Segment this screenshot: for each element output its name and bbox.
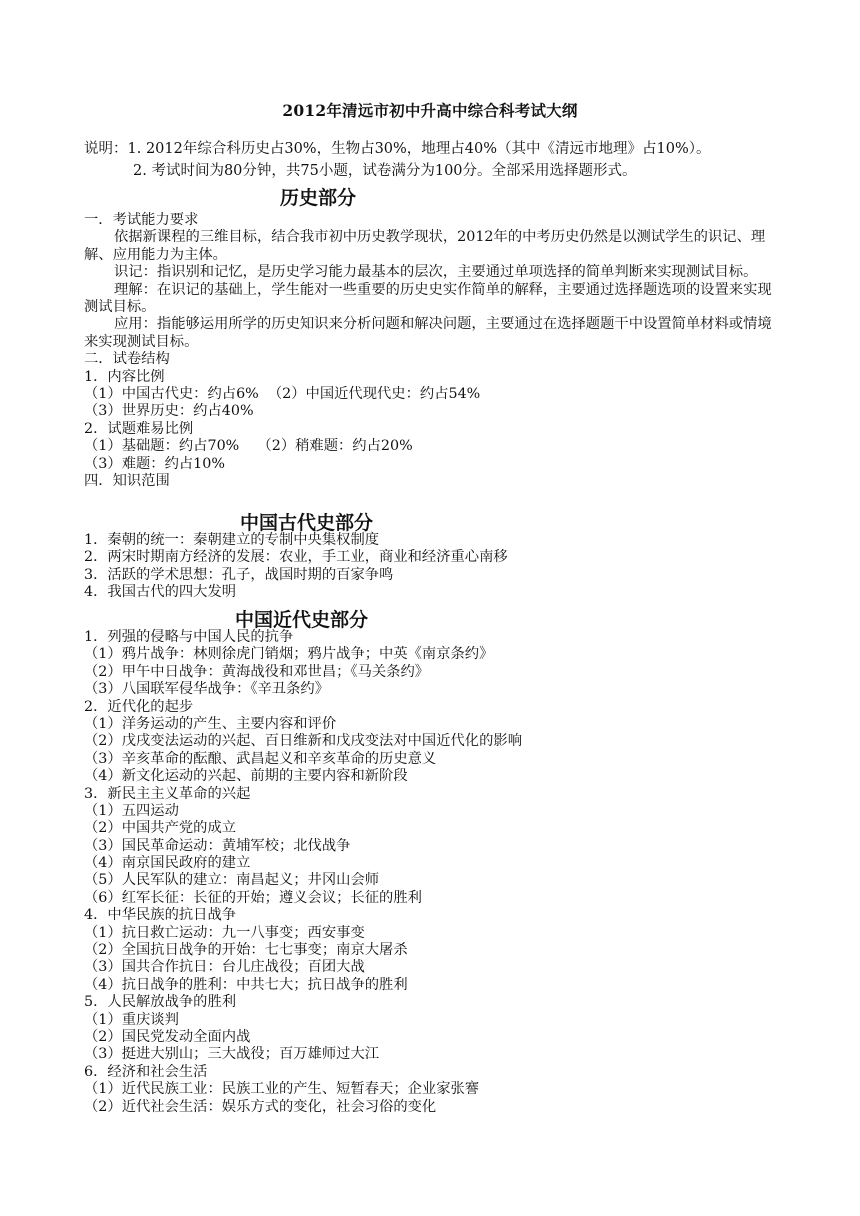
list-item: （1）鸦片战争：林则徐虎门销烟；鸦片战争；中英《南京条约》 (84, 646, 494, 663)
list-item: （2）近代社会生活：娱乐方式的变化，社会习俗的变化 (84, 1098, 437, 1115)
ancient-list (84, 532, 784, 602)
section-heading-history: 历史部分 (280, 187, 357, 209)
list-item: 5．人民解放战争的胜利 (84, 994, 237, 1011)
list-item: （1）洋务运动的产生、主要内容和评价 (84, 715, 337, 732)
list-item: （1）五四运动 (84, 802, 179, 819)
list-item: （5）人民军队的建立：南昌起义；井冈山会师 (84, 872, 380, 889)
list-item: （3）八国联军侵华战争：《辛丑条约》 (84, 681, 329, 698)
paragraph-apply: 应用：指能够运用所学的历史知识来分析问题和解决问题，主要通过在选择题题干中设置简单材料或情境来实现测试目标。 (84, 316, 772, 350)
document-title: 2012年清远市初中升高中综合科考试大纲 (282, 101, 578, 120)
list-item: （3）辛亥革命的酝酿、武昌起义和辛亥革命的历史意义 (84, 750, 437, 767)
note-line-2: 2. 考试时间为80分钟，共75小题，试卷满分为100分。全部采用选择题形式。 (133, 163, 637, 179)
part1-body (84, 212, 784, 490)
list-item: （4）抗日战争的胜利：中共七大；抗日战争的胜利 (84, 976, 408, 993)
list-item: （3）挺进大别山；三大战役；百万雄师过大江 (84, 1046, 380, 1063)
note-line-1: 说明：1. 2012年综合科历史占30%，生物占30%，地理占40%（其中《清远市地理》占10%）。 (84, 141, 711, 157)
heading-paper-structure: 二．试卷结构 (84, 351, 170, 368)
list-item: 4．我国古代的四大发明 (84, 584, 237, 601)
list-item: （2）国民党发动全面内战 (84, 1028, 251, 1045)
list-item: （3）难题：约占10% (84, 455, 225, 472)
list-item: 3．活跃的学术思想：孔子，战国时期的百家争鸣 (84, 566, 394, 583)
list-item: （1）重庆谈判 (84, 1011, 179, 1028)
list-item: （3）国民革命运动：黄埔军校；北伐战争 (84, 837, 351, 854)
list-item: 1．列强的侵略与中国人民的抗争 (84, 629, 294, 645)
list-item: 2．试题难易比例 (84, 420, 194, 437)
section-heading-ancient: 中国古代史部分 (240, 512, 374, 534)
modern-list (84, 629, 784, 1116)
list-item: （1）基础题：约占70% （2）稍难题：约占20% (84, 438, 413, 455)
list-item: （2）全国抗日战争的开始：七七事变；南京大屠杀 (84, 942, 408, 959)
list-item: （4）南京国民政府的建立 (84, 855, 251, 872)
paragraph-recall: 识记：指识别和记忆，是历史学习能力最基本的层次，主要通过单项选择的简单判断来实现测试目标。 (114, 264, 758, 281)
list-item: （6）红军长征：长征的开始；遵义会议；长征的胜利 (84, 889, 422, 906)
list-item: （2）中国共产党的成立 (84, 820, 237, 837)
list-item: 1．内容比例 (84, 368, 165, 385)
list-item: （2）甲午中日战争：黄海战役和邓世昌；《马关条约》 (84, 663, 430, 680)
heading-knowledge-scope: 四．知识范围 (84, 472, 170, 489)
list-item: （1）抗日救亡运动：九一八事变；西安事变 (84, 924, 365, 941)
section-heading-modern: 中国近代史部分 (235, 609, 369, 631)
list-item: 2．近代化的起步 (84, 698, 194, 715)
list-item: 4．中华民族的抗日战争 (84, 907, 237, 924)
list-item: 3．新民主主义革命的兴起 (84, 785, 251, 802)
list-item: （1）近代民族工业：民族工业的产生、短暂春天；企业家张謇 (84, 1081, 480, 1098)
list-item: 1．秦朝的统一：秦朝建立的专制中央集权制度 (84, 532, 380, 548)
paragraph-intro: 依据新课程的三维目标，结合我市初中历史教学现状，2012年的中考历史仍然是以测试学生的识记、理解、应用能力为主体。 (84, 229, 766, 263)
list-item: 2．两宋时期南方经济的发展：农业，手工业，商业和经济重心南移 (84, 549, 508, 566)
paragraph-understand: 理解：在识记的基础上，学生能对一些重要的历史史实作简单的解释，主要通过选择题选项的设置来实现测试目标。 (84, 281, 772, 316)
list-item: 6．经济和社会生活 (84, 1063, 208, 1080)
list-item: （2）戊戌变法运动的兴起、百日维新和戊戌变法对中国近代化的影响 (84, 733, 522, 750)
list-item: （1）中国古代史：约占6% （2）中国近代现代史：约占54% (84, 386, 481, 403)
list-item: （3）国共合作抗日：台儿庄战役；百团大战 (84, 959, 365, 976)
heading-exam-ability: 一．考试能力要求 (84, 212, 199, 228)
list-item: （3）世界历史：约占40% (84, 403, 254, 420)
list-item: （4）新文化运动的兴起、前期的主要内容和新阶段 (84, 768, 408, 785)
